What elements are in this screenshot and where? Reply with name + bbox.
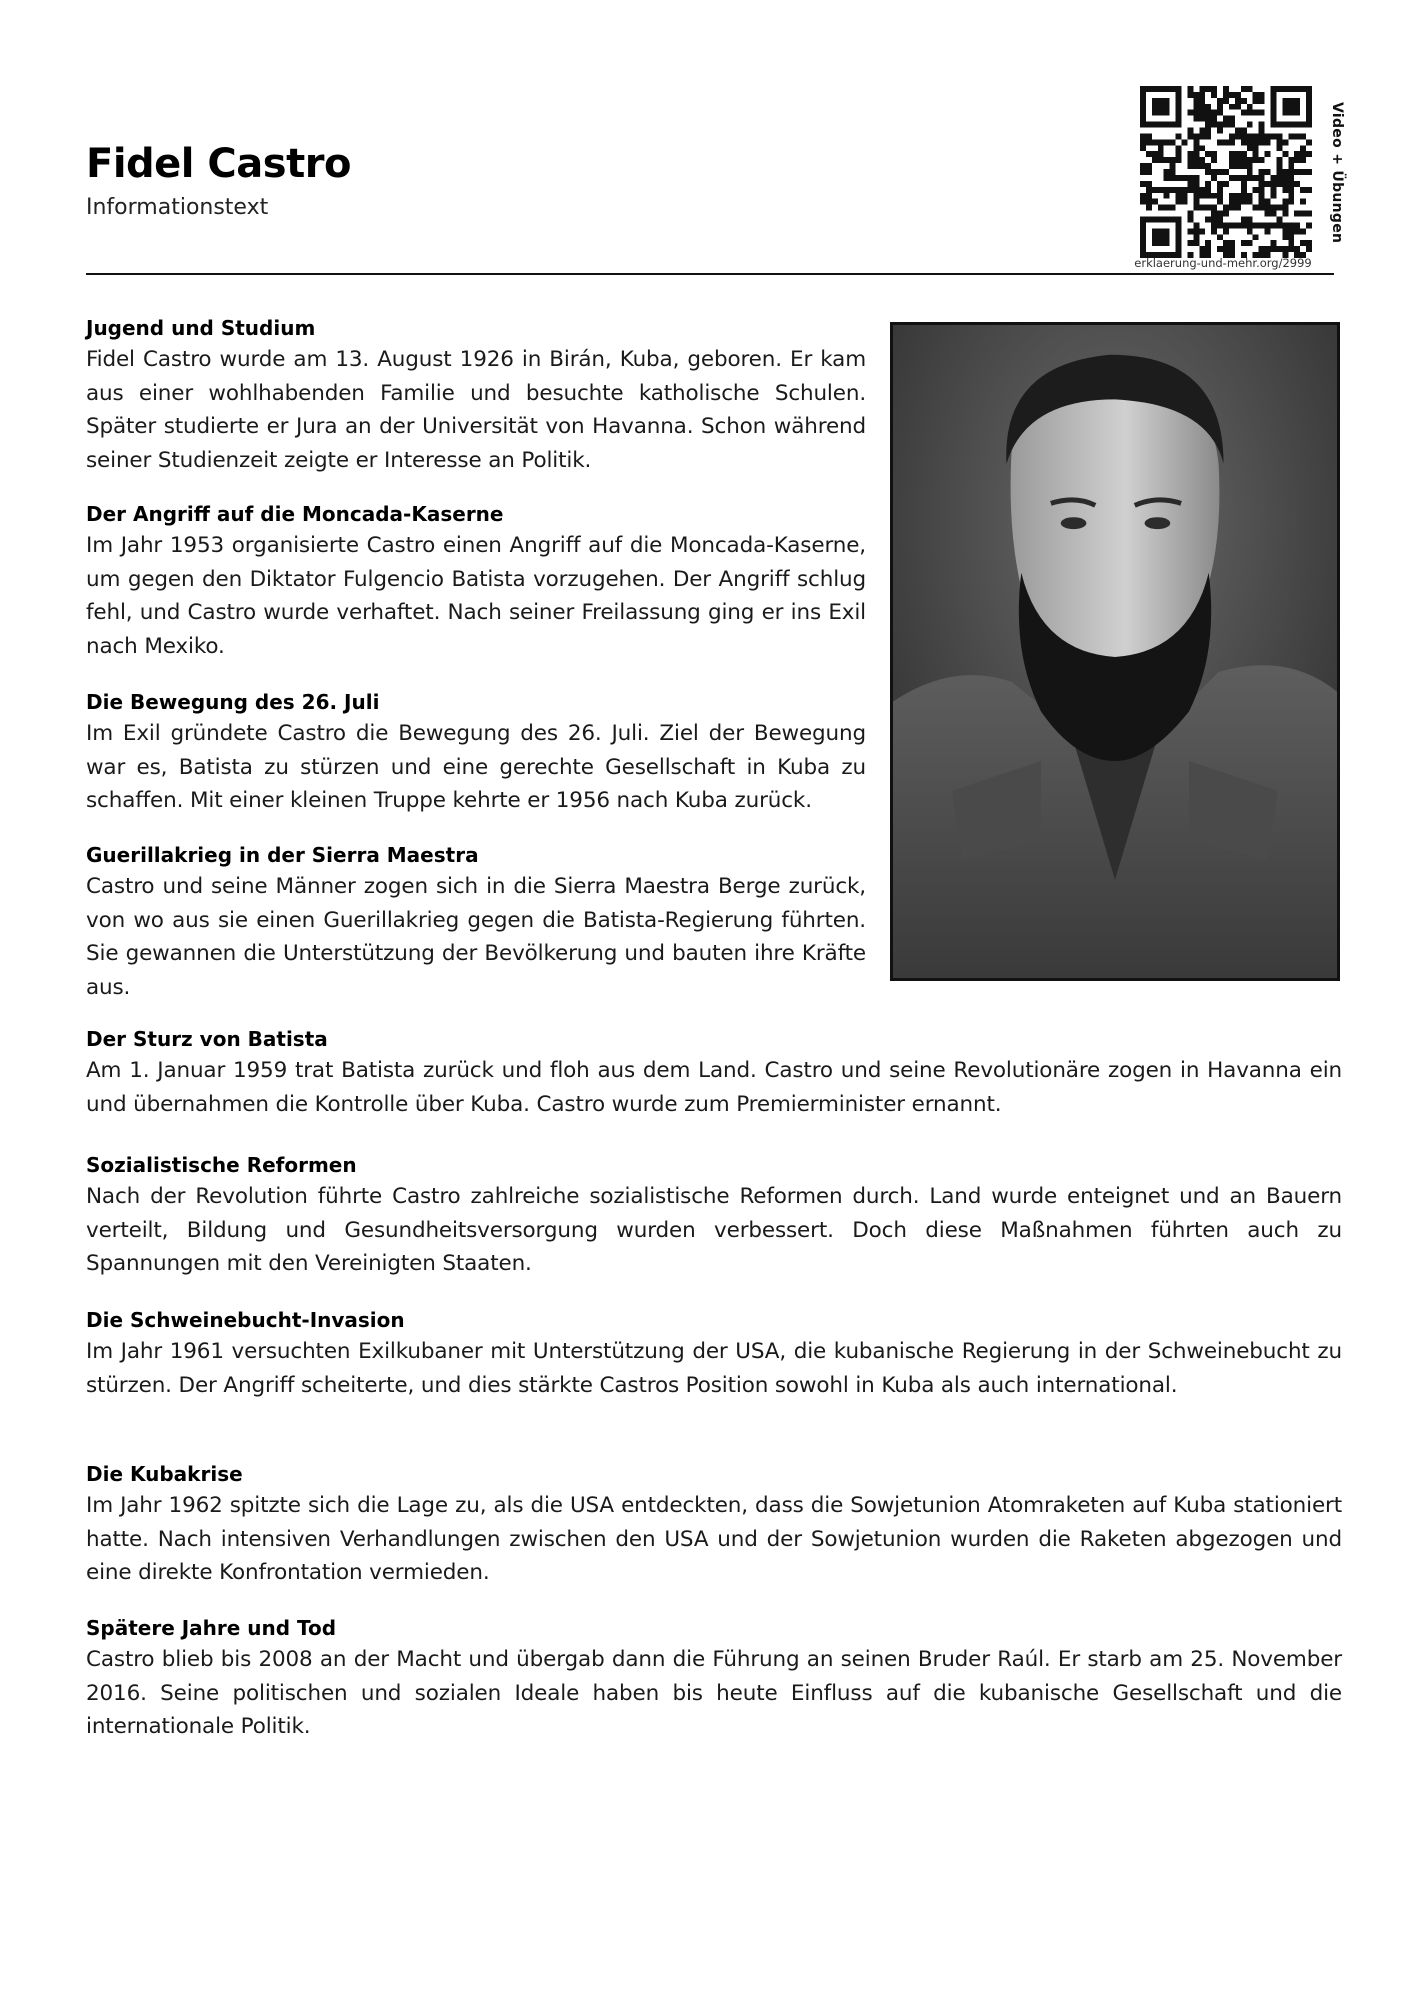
section-heading: Jugend und Studium (86, 316, 316, 340)
section-text: Im Jahr 1961 versuchten Exilkubaner mit Unterstützung der USA, die kubanische Regierung in der Schweinebucht zu stürzen. Der Angriff scheiterte, und dies stärkte Castros Position sowohl in Kuba als auch international. (86, 1339, 1342, 1398)
section-reformen (86, 1150, 1342, 1281)
section-heading: Die Kubakrise (86, 1462, 243, 1486)
section-kubakrise (86, 1459, 1342, 1590)
section-text: Castro blieb bis 2008 an der Macht und übergab dann die Führung an seinen Bruder Raúl. Er starb am 25. November 2016. Seine politischen und sozialen Ideale haben bis heute Einfluss auf die kubanische Gesellschaft und die internationale Politik. (86, 1647, 1342, 1739)
section-heading: Sozialistische Reformen (86, 1153, 357, 1177)
section-text: Am 1. Januar 1959 trat Batista zurück und floh aus dem Land. Castro und seine Revolutionäre zogen in Havanna ein und übernahmen die Kontrolle über Kuba. Castro wurde zum Premierminister ernannt. (86, 1058, 1342, 1117)
section-text: Castro und seine Männer zogen sich in die Sierra Maestra Berge zurück, von wo aus sie einen Guerillakrieg gegen die Batista-Regierung führten. Sie gewannen die Unterstützung der Bevölkerung und bauten ihre Kräfte aus. (86, 874, 866, 1000)
section-text: Im Jahr 1953 organisierte Castro einen Angriff auf die Moncada-Kaserne, um gegen den Diktator Fulgencio Batista vorzugehen. Der Angriff schlug fehl, und Castro wurde verhaftet. Nach seiner Freilassung ging er ins Exil nach Mexiko. (86, 533, 866, 659)
qr-url: erklaerung-und-mehr.org/2999 (1134, 256, 1312, 270)
section-text: Im Jahr 1962 spitzte sich die Lage zu, als die USA entdeckten, dass die Sowjetunion Atomraketen auf Kuba stationiert hatte. Nach intensiven Verhandlungen zwischen den USA und der Sowjetunion wurden die Raketen abgezogen und eine direkte Konfrontation vermieden. (86, 1493, 1342, 1585)
section-guerillakrieg (86, 840, 866, 1004)
section-moncada (86, 499, 866, 663)
section-text: Nach der Revolution führte Castro zahlreiche sozialistische Reformen durch. Land wurde enteignet und an Bauern verteilt, Bildung und Gesundheitsversorgung wurden verbessert. Doch diese Maßnahmen führten auch zu Spannungen mit den Vereinigten Staaten. (86, 1184, 1342, 1276)
header-divider (86, 273, 1334, 275)
section-jugend (86, 313, 866, 477)
section-bewegung (86, 687, 866, 818)
section-text: Fidel Castro wurde am 13. August 1926 in Birán, Kuba, geboren. Er kam aus einer wohlhabenden Familie und besuchte katholische Schulen. Später studierte er Jura an der Universität von Havanna. Schon während seiner Studienzeit zeigte er Interesse an Politik. (86, 347, 866, 473)
portrait-photo (890, 322, 1340, 981)
section-sturz (86, 1024, 1342, 1121)
qr-block (1118, 80, 1345, 270)
section-heading: Spätere Jahre und Tod (86, 1616, 337, 1640)
page-header (86, 80, 1345, 276)
section-text: Im Exil gründete Castro die Bewegung des 26. Juli. Ziel der Bewegung war es, Batista zu stürzen und eine gerechte Gesellschaft in Kuba zu schaffen. Mit einer kleinen Truppe kehrte er 1956 nach Kuba zurück. (86, 721, 866, 813)
section-heading: Die Bewegung des 26. Juli (86, 690, 380, 714)
section-heading: Guerillakrieg in der Sierra Maestra (86, 843, 479, 867)
section-heading: Der Angriff auf die Moncada-Kaserne (86, 502, 504, 526)
page-title: Fidel Castro (86, 141, 351, 187)
section-heading: Die Schweinebucht-Invasion (86, 1308, 405, 1332)
qr-side-label: Video + Übungen (1329, 102, 1345, 244)
section-schweinebucht (86, 1305, 1342, 1402)
qr-code-icon[interactable] (1140, 86, 1312, 258)
section-spaetere-jahre (86, 1613, 1342, 1744)
page-subtitle: Informationstext (86, 195, 269, 220)
section-heading: Der Sturz von Batista (86, 1027, 328, 1051)
